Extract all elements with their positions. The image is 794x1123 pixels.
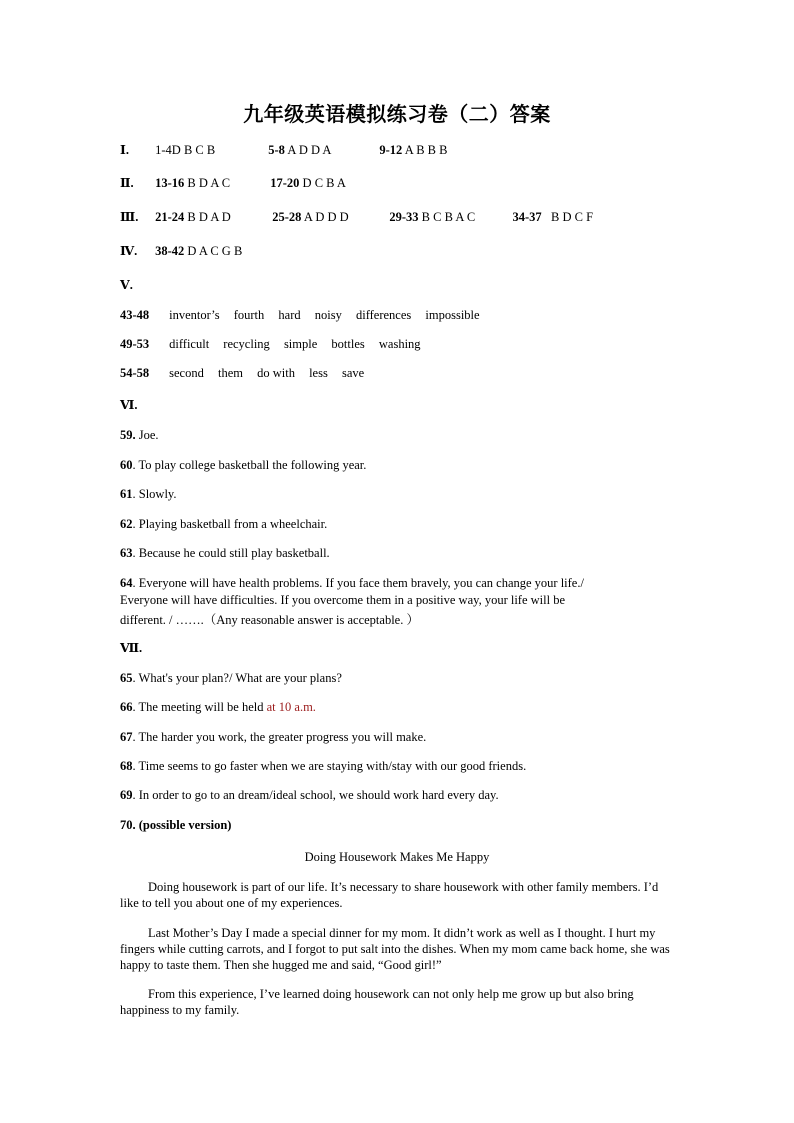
answer-range: 38-42	[155, 244, 185, 258]
answer-item	[120, 546, 330, 561]
essay-paragraph: From this experience, I’ve learned doing housework can not only help me grow up but also bring happiness to my family.	[120, 987, 634, 1017]
answer-range: 25-28	[272, 210, 302, 224]
answer-word: second	[169, 366, 204, 380]
answer-letters: D A C G B	[187, 244, 243, 258]
answer-text: . Because he could still play basketball.	[132, 546, 330, 560]
essay-paragraph: Last Mother’s Day I made a special dinner for my mom. It didn’t work as well as I thought. I hurt my fingers while cutting carrots, and I forgot to put salt into the dishes. When my mom came back home, she was happy to taste them. Then she hugged me and said, “Good girl!”	[120, 926, 670, 972]
answer-range: 9-12	[379, 143, 403, 157]
answer-item	[120, 517, 327, 532]
answer-word: simple	[283, 337, 318, 351]
section-3-row	[120, 209, 593, 225]
answer-word: less	[309, 366, 328, 380]
answer-group	[379, 143, 447, 158]
answer-range: 34-37	[512, 210, 542, 224]
answer-letters: B D A C	[187, 176, 231, 190]
question-number: 68	[120, 759, 133, 773]
section-5-row	[120, 308, 491, 323]
answer-range: 1-4	[155, 143, 172, 157]
answer-letters: B D A D	[187, 210, 231, 224]
answer-word: inventor’s	[169, 308, 220, 322]
question-number: 65	[120, 671, 133, 685]
page-title: 九年级英语模拟练习卷（二）答案	[243, 102, 551, 126]
answer-group	[268, 143, 376, 158]
answer-group	[155, 244, 242, 259]
answer-letters: A B B B	[404, 143, 448, 157]
section-5-label: Ⅴ.	[120, 278, 133, 292]
answer-letters: B C B A C	[421, 210, 476, 224]
answer-text: . In order to go to an dream/ideal school, we should work hard every day.	[132, 788, 499, 802]
answer-word: noisy	[314, 308, 342, 322]
answer-text: . Playing basketball from a wheelchair.	[132, 517, 328, 531]
answer-word: them	[217, 366, 243, 380]
section-4-label: Ⅳ.	[120, 244, 138, 258]
answer-word: washing	[378, 337, 421, 351]
section-6-label: Ⅵ.	[120, 398, 138, 412]
answer-item-64-line-2: Everyone will have difficulties. If you overcome them in a positive way, your life will be	[120, 593, 566, 607]
answer-letters: D B C B	[171, 143, 216, 157]
section-2-row	[120, 175, 346, 191]
answer-letters: D C B A	[302, 176, 346, 190]
section-5-row	[120, 366, 375, 381]
answer-word: difficult	[169, 337, 210, 351]
answer-range: 5-8	[268, 143, 285, 157]
answer-group	[155, 176, 267, 191]
answer-item	[120, 487, 177, 502]
question-number: 63	[120, 546, 133, 560]
question-number: 59.	[120, 428, 136, 442]
answer-word: do with	[257, 366, 295, 380]
answer-word: differences	[355, 308, 412, 322]
section-7-label: Ⅶ.	[120, 641, 143, 655]
answer-text: . (possible version)	[132, 818, 232, 832]
answer-item-70	[120, 818, 231, 833]
answer-range: 43-48	[120, 308, 150, 322]
essay-paragraph: Doing housework is part of our life. It’s necessary to share housework with other family members. I’d like to tell you about one of my experiences.	[120, 880, 659, 910]
answer-group	[155, 210, 269, 225]
answer-letters: A D D A	[287, 143, 332, 157]
essay-title: Doing Housework Makes Me Happy	[304, 850, 490, 864]
answer-item	[120, 458, 366, 473]
answer-item	[120, 671, 342, 686]
answer-item	[120, 730, 426, 745]
question-number: 62	[120, 517, 133, 531]
answer-group	[513, 210, 594, 225]
answer-item	[120, 428, 159, 443]
answer-group	[272, 210, 386, 225]
section-2-label: Ⅱ.	[120, 176, 134, 190]
answer-text: . To play college basketball the following year.	[132, 458, 367, 472]
section-1-row	[120, 142, 447, 158]
answer-text: . Time seems to go faster when we are staying with/stay with our good friends.	[132, 759, 527, 773]
answer-letters: B D C F	[551, 210, 594, 224]
answer-word: save	[341, 366, 365, 380]
section-3-label: Ⅲ.	[120, 210, 139, 224]
question-number: 66	[120, 700, 133, 714]
section-1-label: Ⅰ.	[120, 143, 129, 157]
answer-letters: A D D D	[303, 210, 349, 224]
answer-range: 54-58	[120, 366, 150, 380]
question-number: 61	[120, 487, 133, 501]
question-number: 67	[120, 730, 133, 744]
answer-text: . The harder you work, the greater progress you will make.	[132, 730, 427, 744]
highlighted-text: at 10 a.m.	[266, 700, 316, 714]
answer-item-64-line-3: different. / …….（Any reasonable answer is acceptable. ）	[120, 613, 419, 627]
answer-range: 13-16	[155, 176, 185, 190]
answer-word: bottles	[331, 337, 365, 351]
answer-text: . Everyone will have health problems. If you face them bravely, you can change your life./	[132, 576, 584, 590]
answer-word: impossible	[425, 308, 480, 322]
answer-range: 17-20	[270, 176, 300, 190]
answer-word: hard	[278, 308, 301, 322]
answer-text: Joe.	[138, 428, 159, 442]
answer-item	[120, 759, 526, 774]
answer-group	[270, 176, 346, 191]
question-number: 70	[120, 818, 133, 832]
answer-text: . Slowly.	[132, 487, 177, 501]
answer-item	[120, 700, 316, 715]
answer-group	[155, 143, 265, 158]
question-number: 69	[120, 788, 133, 802]
answer-text: . What's your plan?/ What are your plans?	[132, 671, 342, 685]
answer-item	[120, 788, 499, 803]
answer-item-64-line-1	[120, 576, 584, 591]
question-number: 64	[120, 576, 133, 590]
answer-range: 21-24	[155, 210, 185, 224]
answer-group	[389, 210, 509, 225]
question-number: 60	[120, 458, 133, 472]
answer-range: 29-33	[389, 210, 419, 224]
answer-text: . The meeting will be held	[132, 700, 267, 714]
answer-word: recycling	[223, 337, 270, 351]
answer-word: fourth	[233, 308, 265, 322]
section-5-row	[120, 337, 432, 352]
answer-range: 49-53	[120, 337, 150, 351]
section-4-row	[120, 243, 242, 259]
